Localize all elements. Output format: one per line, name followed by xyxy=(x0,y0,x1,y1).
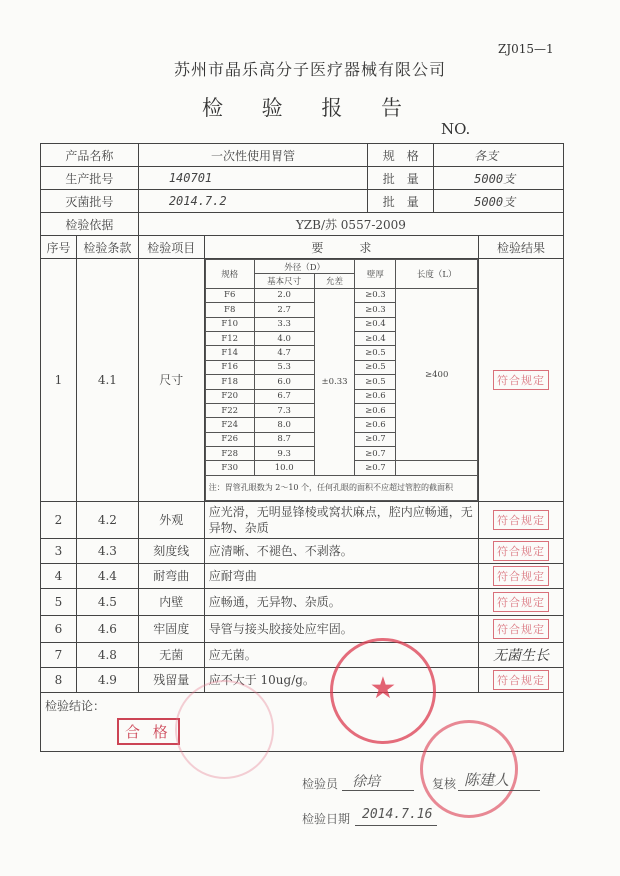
size-row xyxy=(205,288,477,302)
item-cell: 外观 xyxy=(138,501,204,538)
size-h-basic: 基本尺寸 xyxy=(254,274,314,288)
item-cell: 残留量 xyxy=(138,667,204,692)
clause-cell: 4.6 xyxy=(76,615,138,642)
conclusion-stamp: 合 格 xyxy=(117,718,180,745)
size-wall: ≥0.4 xyxy=(355,331,396,345)
size-spec: F14 xyxy=(205,346,254,360)
item-cell: 内壁 xyxy=(138,588,204,615)
seq-cell: 1 xyxy=(41,259,77,502)
size-basic: 2.7 xyxy=(254,303,314,317)
size-spec: F8 xyxy=(205,303,254,317)
clause-cell: 4.2 xyxy=(76,501,138,538)
result-stamp: 符合规定 xyxy=(493,592,549,612)
table-row-6 xyxy=(41,615,564,642)
inspection-date: 2014.7.16 xyxy=(362,807,433,822)
col-result: 检验结果 xyxy=(479,236,564,259)
size-spec: F12 xyxy=(205,331,254,345)
result-stamp: 符合规定 xyxy=(493,541,549,561)
item-cell: 刻度线 xyxy=(138,538,204,563)
size-basic: 10.0 xyxy=(254,461,314,475)
size-basic: 8.7 xyxy=(254,432,314,446)
seq-cell: 7 xyxy=(41,642,77,667)
col-requirement: 要 求 xyxy=(204,236,478,259)
item-cell: 耐弯曲 xyxy=(138,563,204,588)
batch-row xyxy=(41,167,564,190)
size-requirement-cell xyxy=(204,259,478,502)
seq-cell: 6 xyxy=(41,615,77,642)
sterilization-row xyxy=(41,190,564,213)
size-wall: ≥0.7 xyxy=(355,432,396,446)
product-name-label: 产品名称 xyxy=(41,144,139,167)
col-seq: 序号 xyxy=(41,236,77,259)
size-spec: F6 xyxy=(205,288,254,302)
size-h-wall: 壁厚 xyxy=(355,260,396,289)
requirement-cell: 导管与接头胶接处应牢固。 xyxy=(204,615,478,642)
result-handwritten: 无菌生长 xyxy=(479,642,564,667)
result-stamp: 符合规定 xyxy=(493,510,549,530)
size-spec: F28 xyxy=(205,447,254,461)
batch-qty-value: 5000支 xyxy=(434,167,564,190)
spec-label: 规 格 xyxy=(368,144,434,167)
table-row-3 xyxy=(41,538,564,563)
size-wall: ≥0.5 xyxy=(355,346,396,360)
col-item: 检验项目 xyxy=(138,236,204,259)
product-row xyxy=(41,144,564,167)
company-name: 苏州市晶乐高分子医疗器械有限公司 xyxy=(173,60,446,79)
item-cell: 尺寸 xyxy=(138,259,204,502)
official-seal xyxy=(330,638,436,744)
col-clause: 检验条款 xyxy=(76,236,138,259)
clause-cell: 4.5 xyxy=(76,588,138,615)
size-basic: 2.0 xyxy=(254,288,314,302)
sterilization-qty-value: 5000支 xyxy=(434,190,564,213)
requirement-cell: 应耐弯曲 xyxy=(204,563,478,588)
size-wall: ≥0.7 xyxy=(355,461,396,475)
result-cell xyxy=(479,259,564,502)
size-basic: 6.0 xyxy=(254,375,314,389)
clause-cell: 4.8 xyxy=(76,642,138,667)
requirement-cell: 应畅通，无异物、杂质。 xyxy=(204,588,478,615)
result-stamp: 符合规定 xyxy=(493,670,549,690)
size-table xyxy=(205,259,478,501)
seq-cell: 8 xyxy=(41,667,77,692)
size-wall: ≥0.6 xyxy=(355,403,396,417)
conclusion-label: 检验结论： xyxy=(45,698,106,713)
report-title: 检 验 报 告 xyxy=(201,96,419,120)
batch-label: 生产批号 xyxy=(41,167,139,190)
size-spec: F24 xyxy=(205,418,254,432)
size-basic: 4.7 xyxy=(254,346,314,360)
batch-value: 140701 xyxy=(138,167,367,190)
column-header-row xyxy=(41,236,564,259)
result-stamp: 符合规定 xyxy=(493,370,549,390)
size-h-od: 外径（D） xyxy=(254,260,355,274)
size-basic: 8.0 xyxy=(254,418,314,432)
table-row-1 xyxy=(41,259,564,502)
size-wall: ≥0.5 xyxy=(355,375,396,389)
basis-value: YZB/苏 0557-2009 xyxy=(138,213,563,236)
clause-cell: 4.9 xyxy=(76,667,138,692)
size-spec: F22 xyxy=(205,403,254,417)
size-wall: ≥0.7 xyxy=(355,447,396,461)
size-h-tolerance: 允差 xyxy=(314,274,355,288)
size-wall: ≥0.6 xyxy=(355,418,396,432)
size-wall: ≥0.4 xyxy=(355,317,396,331)
result-stamp: 符合规定 xyxy=(493,566,549,586)
table-row-5 xyxy=(41,588,564,615)
table-row-4 xyxy=(41,563,564,588)
clause-cell: 4.1 xyxy=(76,259,138,502)
size-basic: 3.3 xyxy=(254,317,314,331)
reviewer-signature: 陈建人 xyxy=(464,771,510,789)
sterilization-value: 2014.7.2 xyxy=(138,190,367,213)
inspector-signature: 徐培 xyxy=(352,774,380,790)
item-cell: 无菌 xyxy=(138,642,204,667)
size-basic: 6.7 xyxy=(254,389,314,403)
date-label: 检验日期 xyxy=(302,812,351,826)
size-length: ≥400 xyxy=(396,288,478,461)
sterilization-qty-label: 批 量 xyxy=(368,190,434,213)
faded-seal xyxy=(175,680,274,779)
size-spec: F16 xyxy=(205,360,254,374)
result-stamp: 符合规定 xyxy=(493,619,549,639)
document-code: ZJ015—1 xyxy=(498,42,554,56)
requirement-cell: 应光滑，无明显锋棱或窝状麻点，腔内应畅通，无异物、杂质 xyxy=(204,501,478,538)
size-spec: F20 xyxy=(205,389,254,403)
size-h-spec: 规格 xyxy=(205,260,254,289)
basis-label: 检验依据 xyxy=(41,213,139,236)
reviewer-label: 复核 xyxy=(432,777,457,791)
inspector-label: 检验员 xyxy=(302,777,339,791)
clause-cell: 4.3 xyxy=(76,538,138,563)
table-row-2 xyxy=(41,501,564,538)
seq-cell: 2 xyxy=(41,501,77,538)
size-wall: ≥0.3 xyxy=(355,303,396,317)
size-basic: 4.0 xyxy=(254,331,314,345)
size-spec: F30 xyxy=(205,461,254,475)
inspection-report-table xyxy=(40,143,564,752)
product-name-value: 一次性使用胃管 xyxy=(138,144,367,167)
size-spec: F18 xyxy=(205,375,254,389)
item-cell: 牢固度 xyxy=(138,615,204,642)
requirement-cell: 应清晰、不褪色、不剥落。 xyxy=(204,538,478,563)
sterilization-label: 灭菌批号 xyxy=(41,190,139,213)
size-wall: ≥0.3 xyxy=(355,288,396,302)
table-row-7 xyxy=(41,642,564,667)
size-basic: 7.3 xyxy=(254,403,314,417)
seq-cell: 4 xyxy=(41,563,77,588)
size-basic: 5.3 xyxy=(254,360,314,374)
seq-cell: 3 xyxy=(41,538,77,563)
size-basic: 9.3 xyxy=(254,447,314,461)
size-tolerance: ±0.33 xyxy=(314,288,355,475)
size-h-length: 长度（L） xyxy=(396,260,478,289)
basis-row xyxy=(41,213,564,236)
table-row-8 xyxy=(41,667,564,692)
batch-qty-label: 批 量 xyxy=(368,167,434,190)
requirement-cell: 应无菌。 xyxy=(204,642,478,667)
requirement-cell: 应不大于 10ug/g。 xyxy=(204,667,478,692)
clause-cell: 4.4 xyxy=(76,563,138,588)
size-wall: ≥0.6 xyxy=(355,389,396,403)
size-note: 注：胃管孔眼数为 2～10 个，任何孔眼的面积不应超过管腔的截面积 xyxy=(205,475,477,500)
star-icon: ★ xyxy=(369,671,397,706)
spec-value: 各支 xyxy=(434,144,564,167)
size-spec: F10 xyxy=(205,317,254,331)
seq-cell: 5 xyxy=(41,588,77,615)
size-spec: F26 xyxy=(205,432,254,446)
size-wall: ≥0.5 xyxy=(355,360,396,374)
report-number-label: NO. xyxy=(441,120,471,138)
